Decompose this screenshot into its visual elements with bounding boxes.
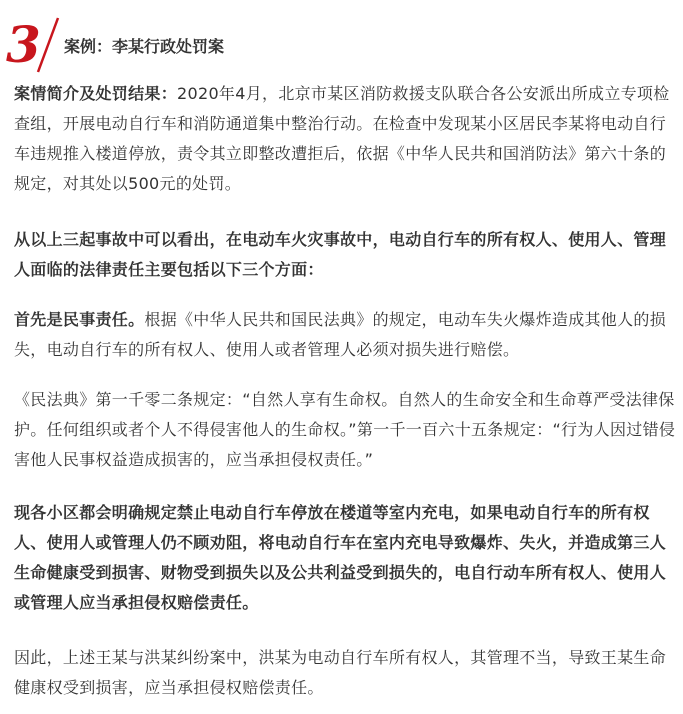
badge-number: 3 bbox=[6, 15, 41, 74]
summary-paragraph: 从以上三起事故中可以看出，在电动车火灾事故中，电动自行车的所有权人、使用人、管理人面临的法律责任主要包括以下三个方面： bbox=[14, 230, 667, 279]
paragraph-lead: 案情简介及处罚结果： bbox=[14, 84, 178, 103]
civil-liability-paragraph bbox=[14, 305, 678, 365]
community-rules-paragraph: 现各小区都会明确规定禁止电动自行车停放在楼道等室内充电，如果电动自行车的所有权人、使用人或管理人仍不顾劝阻，将电动自行车在室内充电导致爆炸、失火，并造成第三人生命健康受到损害、财物受到损失以及公共利益受到损失的，电自行动车所有权人、使用人或管理人应当承担侵权赔偿责任。 bbox=[14, 503, 667, 612]
case-title: 案例：李某行政处罚案 bbox=[64, 37, 225, 56]
number-badge-icon bbox=[4, 12, 60, 76]
paragraph-text: 根据《中华人民共和国民法典》的规定，电动车失火爆炸造成其他人的损失，电动自行车的所有权人、使用人或者管理人必须对损失进行赔偿。 bbox=[14, 310, 667, 359]
civil-code-quote-paragraph: 《民法典》第一千零二条规定：“自然人享有生命权。自然人的生命安全和生命尊严受法律保护。任何组织或者个人不得侵害他人的生命权。”第一千一百六十五条规定：“行为人因过错侵害他人民事权益造成损害的，应当承担侵权责任。” bbox=[14, 390, 676, 469]
case-summary-paragraph bbox=[14, 79, 678, 199]
paragraph-text: 2020年4月，北京市某区消防救援支队联合各公安派出所成立专项检查组，开展电动自行车和消防通道集中整治行动。在检查中发现某小区居民李某将电动自行车违规推入楼道停放，责令其立即整改遭拒后，依据《中华人民共和国消防法》第六十条的规定，对其处以500元的处罚。 bbox=[14, 84, 670, 193]
case-header bbox=[0, 0, 683, 80]
badge-slash bbox=[38, 18, 58, 72]
paragraph-lead: 首先是民事责任。 bbox=[14, 310, 145, 329]
conclusion-paragraph: 因此，上述王某与洪某纠纷案中，洪某为电动自行车所有权人，其管理不当，导致王某生命健康权受到损害，应当承担侵权赔偿责任。 bbox=[14, 648, 667, 697]
